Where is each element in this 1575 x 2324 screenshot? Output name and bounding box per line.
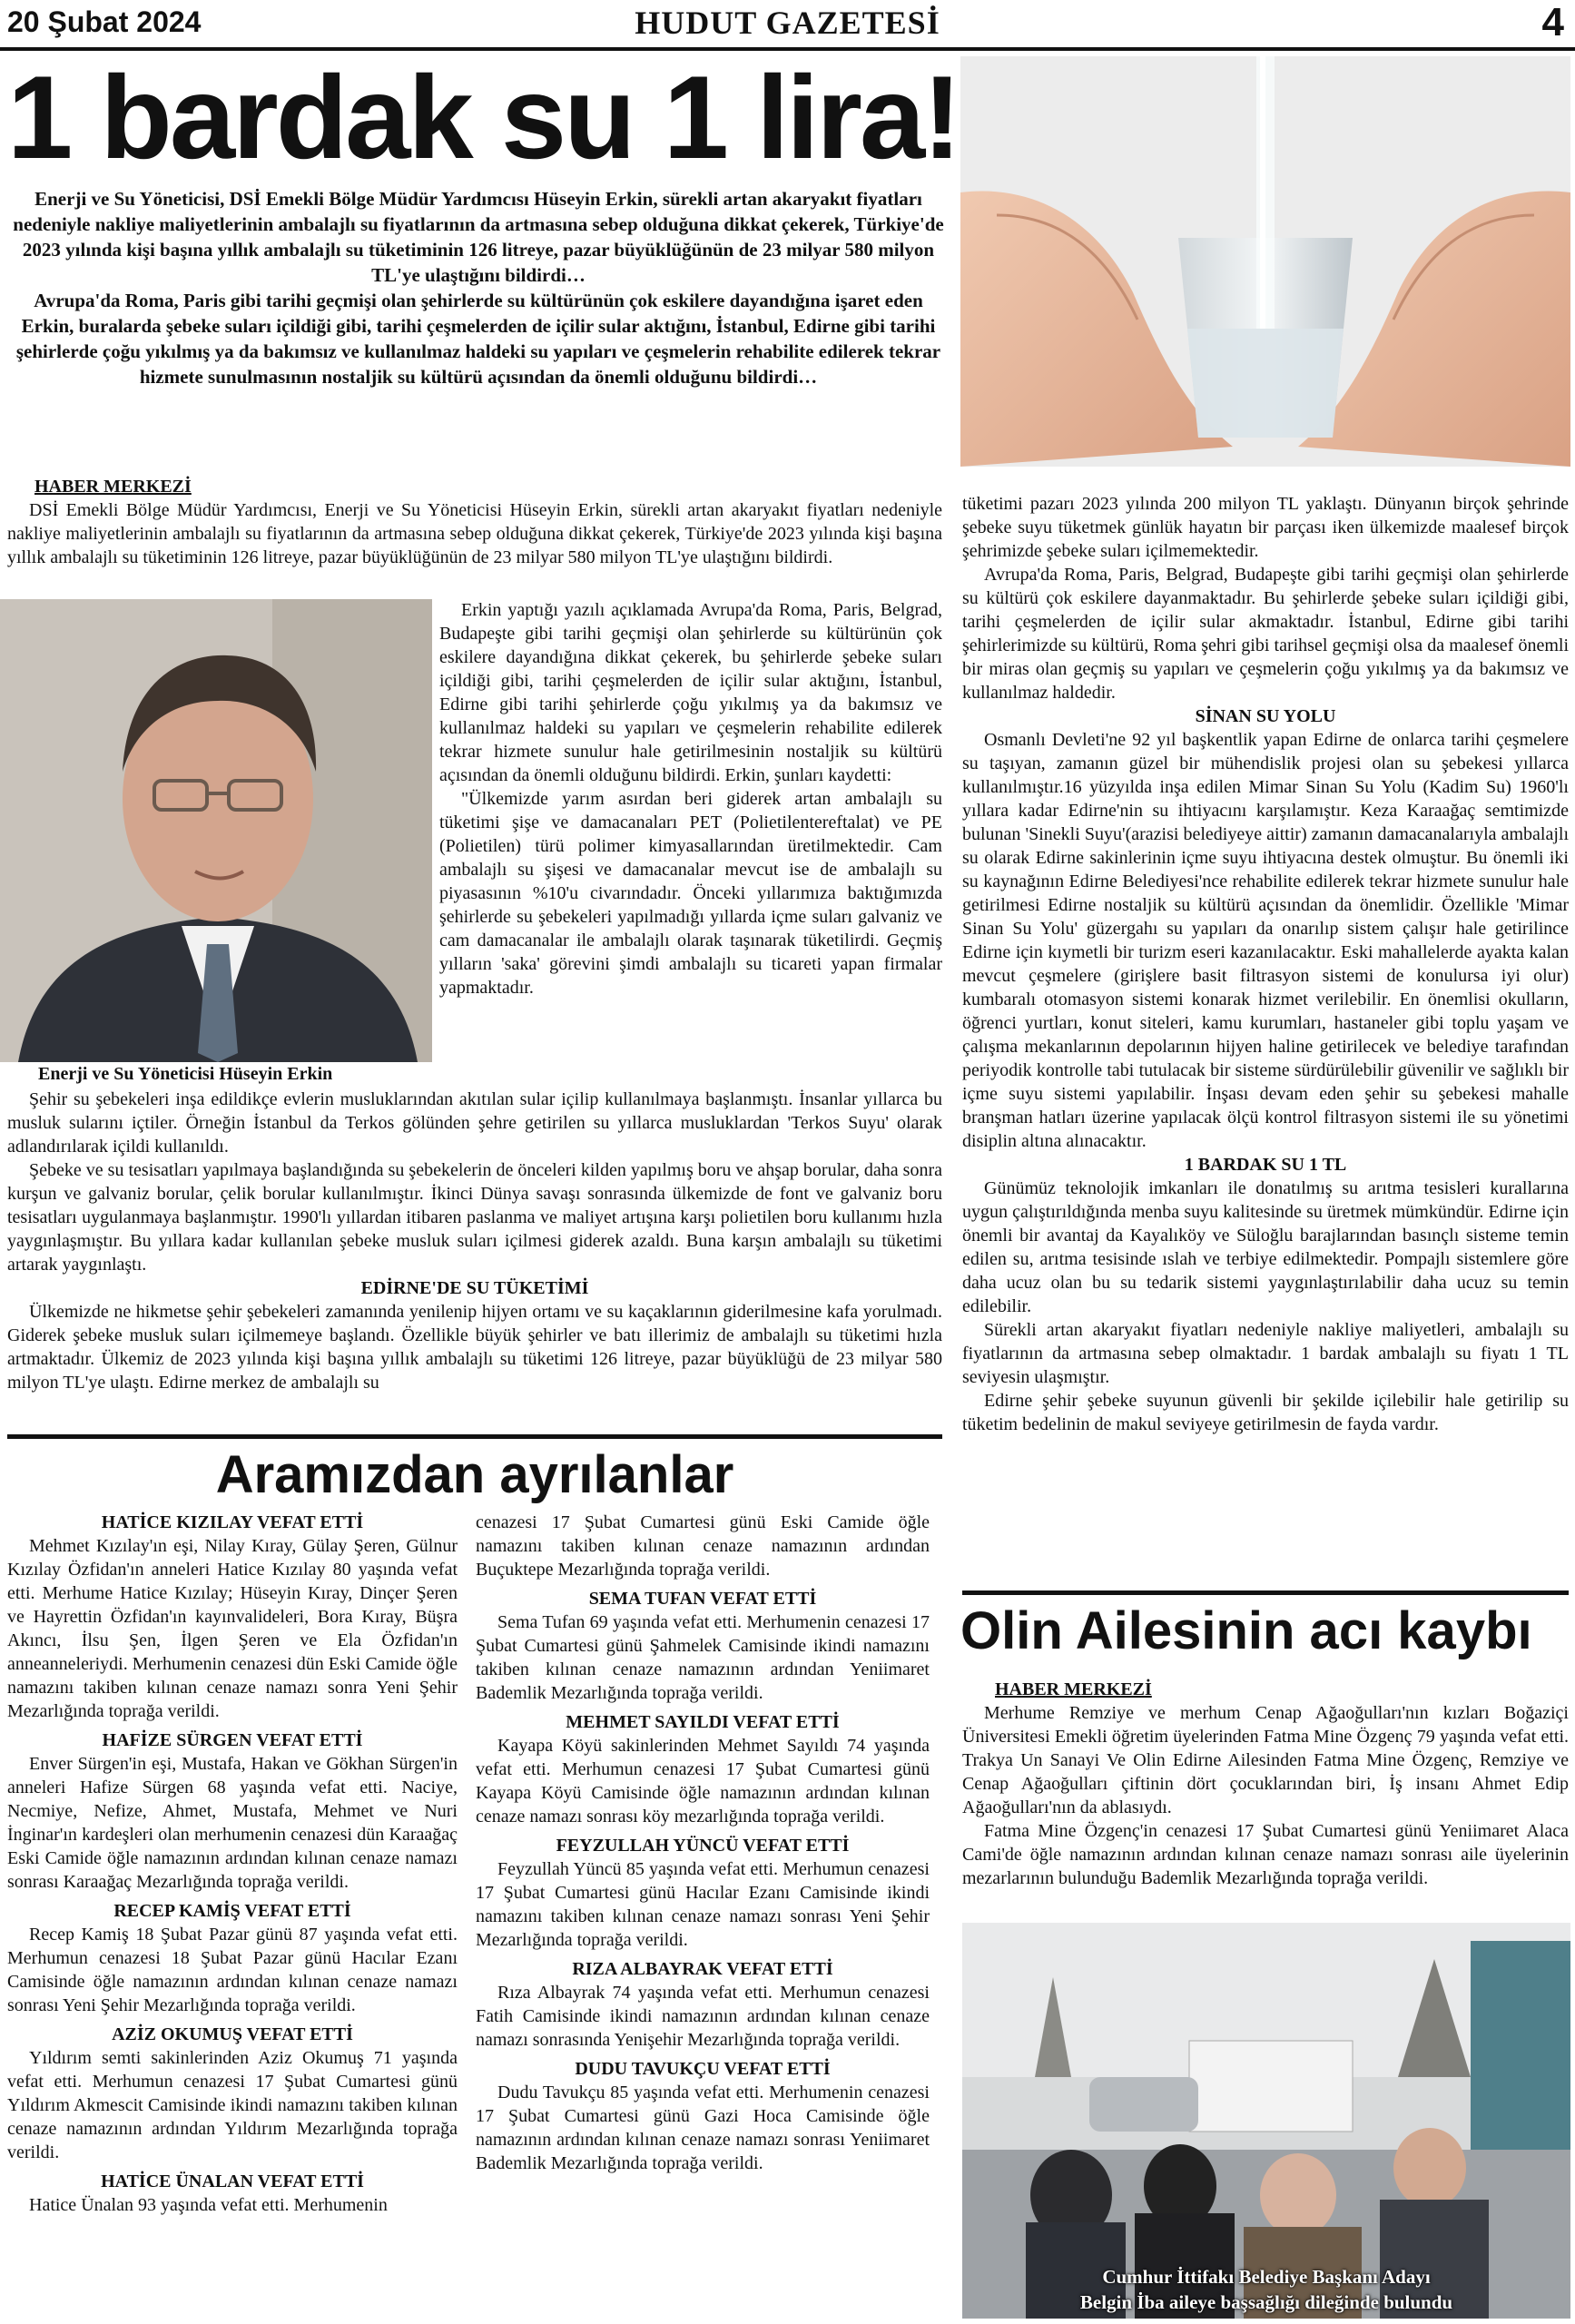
obituary-heading: DUDU TAVUKÇU VEFAT ETTİ [575, 2059, 831, 2079]
article-paragraph: DSİ Emekli Bölge Müdür Yardımcısı, Enerji ve Su Yöneticisi Hüseyin Erkin, sürekli artan akaryakıt fiyatları nedeniyle nakliye maliyetlerinin ambalajlı su fiyatlarının da artmasına sebep olduğuna dikkat çekerek, Türkiye'de 2023 yılında kişi başına yıllık ambalajlı su tüketiminin 126 litreye, pazar büyüklüğünün de 23 milyar 580 milyon TL'ye ulaştığını bildirdi. [7, 500, 942, 567]
obituary-text: Feyzullah Yüncü 85 yaşında vefat etti. Merhumun cenazesi 17 Şubat Cumartesi günü Hacılar Ezanı Camisinde ikindi namazını takiben kılınan cenaze namazı sonrası Yeni Şehir Mezarlığında toprağa verildi. [476, 1859, 930, 1950]
article-column-bottom [7, 1088, 942, 1394]
article-lead [11, 186, 946, 389]
article-column-right [962, 492, 1569, 1436]
byline: HABER MERKEZİ [34, 477, 192, 497]
obituary-text: Dudu Tavukçu 85 yaşında vefat etti. Merhumenin cenazesi 17 Şubat Cumartesi günü Gazi Hoca Camisinde öğle namazının ardından kılınan cenaze namazı sonrası Yeniimaret Bademlik Mezarlığında toprağa verildi. [476, 2083, 930, 2173]
byline: HABER MERKEZİ [995, 1679, 1152, 1699]
issue-date: 20 Şubat 2024 [7, 5, 202, 38]
article-paragraph: Şebeke ve su tesisatları yapılmaya başlandığında su şebekelerin de önceleri kilden yapılmış boru ve ahşap borular, daha sonra kurşun ve galvaniz borular, çelik borular kullanılmıştır. İkinci Dünya savaşı sonrasında ülkemizde de font ve galvaniz boru tesisatları uygulanmaya başlanmıştır. 1990'lı yıllardan itibaren paslanma ve maliyet artışına karşı polietilen boru kullanımı hızla yaygınlaşmıştır. Bu yıllara kadar kullanılan şebeke musluk suları içilmesi giderek azaldı. Buna karşın ambalajlı su tüketimi artarak yaygınlaştı. [7, 1160, 942, 1275]
section-subheading: SİNAN SU YOLU [1195, 706, 1336, 726]
article-paragraph: Merhume Remziye ve merhum Cenap Ağaoğulları'nın kızları Boğaziçi Üniversitesi Emekli öğretim üyelerinden Fatma Mine Özgenç 79 yaşında vefat etti. Trakya Un Sanayi Ve Olin Edirne Ailesinden Fatma Mine Özgenç, Remziye ve Cenap Ağaoğulları çiftinin dört çocuklarından biri, İş insanı Ahmet Edip Ağaoğulları'nın da ablasıydı. [962, 1703, 1569, 1817]
obituary-text: Rıza Albayrak 74 yaşında vefat etti. Merhumun cenazesi Fatih Camisinde ikindi namazının ardından kılınan cenaze namazı sonrasında Yenişehir Mezarlığında toprağa verildi. [476, 1983, 930, 2050]
obituaries-column-right [476, 1511, 930, 2175]
photo-caption-line-1: Cumhur İttifakı Belediye Başkanı Adayı [1102, 2266, 1431, 2288]
article-paragraph: Ülkemizde ne hikmetse şehir şebekeleri zamanında yenilenip hijyen ortamı ve su kaçaklarının giderilmesine kafa yorulmadı. Giderek şebeke musluk suları içilmemeye başlandı. Özellikle büyük şehirler ve batı illerimiz de ambalajlı su tüketimi hızla artmaktadır. Ülkemiz de 2023 yılında kişi başına yıllık ambalajlı su tüketimi 126 litreye, pazar büyüklüğü de 23 milyar 580 milyon TL'ye ulaştı. Edirne merkez de ambalajlı su [7, 1302, 942, 1393]
obituary-heading: RECEP KAMİŞ VEFAT ETTİ [113, 1901, 351, 1921]
lead-paragraph-1: Enerji ve Su Yöneticisi, DSİ Emekli Bölge Müdür Yardımcısı Hüseyin Erkin, sürekli artan akaryakıt fiyatları nedeniyle nakliye maliyetlerinin ambalajlı su fiyatlarının da artmasına sebep olduğuna dikkat çekerek, Türkiye'de 2023 yılında kişi başına yıllık ambalajlı su tüketiminin 126 litreye, pazar büyüklüğünün de 23 milyar 580 milyon TL'ye ulaştığını bildirdi… [13, 188, 944, 286]
photo-caption-line-2: Belgin İba aileye başsağlığı dileğinde bulundu [1079, 2291, 1453, 2313]
obituaries-title: Aramızdan ayrılanlar [215, 1445, 734, 1504]
lead-paragraph-2: Avrupa'da Roma, Paris gibi tarihi geçmişi olan şehirlerde su kültürünün çok eskilere dayandığına işaret eden Erkin, buralarda şebeke suları içildiği gibi, tarihi çeşmelerden de içilir sular aktığını, İstanbul, Edirne gibi tarihi şehirlerde çoğu yıkılmış ya da bakımsız ve kullanılmaz haldeki su yapıları ve çeşmelerin rehabilite edilerek tekrar hizmete sunulmasının nostaljik su kültürü açısından da önemli olduğunu bildirdi… [15, 290, 941, 388]
obituary-text: Yıldırım semti sakinlerinden Aziz Okumuş 71 yaşında vefat etti. Merhumun cenazesi 17 Şubat Cumartesi günü Yıldırım Akmescit Camisinde ikindi namazını takiben kılınan cenaze namazının ardından Yıldırım Mezarlığında toprağa verildi. [7, 2048, 458, 2162]
condolence-visit-photo [962, 1923, 1570, 2319]
obituary-text: cenazesi 17 Şubat Cumartesi günü Eski Camide öğle namazını takiben kılınan cenaze namazının ardından Buçuktepe Mezarlığında toprağa verildi. [476, 1512, 930, 1580]
obituary-heading: HATİCE KIZILAY VEFAT ETTİ [101, 1512, 364, 1532]
obituary-heading: HAFİZE SÜRGEN VEFAT ETTİ [102, 1730, 363, 1750]
section-subheading: EDİRNE'DE SU TÜKETİMİ [360, 1278, 589, 1298]
man-portrait-illustration [0, 599, 432, 1062]
article-column-middle [439, 598, 942, 1000]
main-headline: 1 bardak su 1 lira! [7, 51, 960, 183]
obituary-text: Hatice Ünalan 93 yaşında vefat etti. Merhumenin [29, 2195, 388, 2215]
article-paragraph: Günümüz teknolojik imkanları ile donatılmış su arıtma tesisleri kurallarına uygun çalıştırıldığında menba suyu kalitesinde su üretmek mümkündür. Edirne için önemli bir avantaj da Kayalıköy ve Süloğlu barajlarından basınçlı sisteme temin edilen su, arıtma tesisinde ıslah ve terbiye edilmektedir. Pompajlı sistemlere göre daha ucuz olan bu su tedarik sistemi yaygınlaştırılabilir daha ucuz su temin edilebilir. [962, 1178, 1569, 1316]
obituary-text: Mehmet Kızılay'ın eşi, Nilay Kıray, Gülay Şeren, Gülnur Kızılay Özfidan'ın anneleri Hatice Kızılay 80 yaşında vefat etti. Merhume Hatice Kızılay; Hüseyin Kıray, Dinçer Şeren ve Hayrettin Özfidan'ın kayınvalideleri, Bora Kıray, Büşra Akıncı, İlsu Şen, İlgen Şeren ve Ela Özfidan'ın anneanneleriydi. Merhumenin cenazesi dün Eski Camide öğle namazını takiben kılınan cenaze namazı sonra Yeni Şehir Mezarlığında toprağa verildi. [7, 1536, 458, 1721]
article-paragraph: Osmanlı Devleti'ne 92 yıl başkentlik yapan Edirne de onlarca tarihi çeşmelere su taşıyan, zamanın güzel bir mühendislik projesi olan su şebekesi yıllarca kullanılmıştır.16 yüzyılda inşa edilen Mimar Sinan Su Yolu (Kadim Su) 1960'lı yıllara kadar Edirne'nin su ihtiyacını karşılamıştır. Keza Karaağaç semtimizde bulunan 'Sinekli Suyu'(arazisi belediyeye aittir) zamanın damacanalarıyla ambalajlı su olarak Edirne sakinlerinin içme suyu ihtiyacına destek olmuştur. Bu önemli iki su kaynağının Edirne Belediyesi'nce rehabilite edilerek tekrar hizmete sunulur hale getirilmesi Edirne nostaljik su kültürü açısından da önemlidir. Özellikle 'Mimar Sinan Su Yolu' güzergahı su yapıları da onarılıp sistem çalışır hale getirilince Edirne için kıymetli bir turizm eseri kazanılacaktır. Eski mahallelerde ayakta kalan mevcut çeşmelere (girişlere basit filtrasyon sistemi de konulursa iyi olur) kumbaralı otomasyon sistemi konarak hizmet verilebilir. En önemlisi okulların, öğrenci yurtları, konut siteleri, kamu kurumları, hastaneler gibi toplu yaşam ve çalışma mekanlarının depolarının hijyen haline getirilecek ve belediye tarafından periyodik kontrolle tabi tutulacak bir sisteme sürdürülebilir güvenilir ve sağlıklı bir içme suyu sistemi yapılabilir. İnşası devam eden şehir su şebekesi mahalle branşman hatları üzerine yapılacak ölçü kontrol filtrasyon sistemi ile su yönetimi disiplin altına alınacaktır. [962, 730, 1569, 1151]
obituary-heading: RIZA ALBAYRAK VEFAT ETTİ [572, 1959, 833, 1979]
page-number: 4 [1541, 0, 1564, 44]
obituary-heading: HATİCE ÜNALAN VEFAT ETTİ [101, 2171, 364, 2191]
section-divider [7, 1434, 942, 1439]
article-paragraph: Avrupa'da Roma, Paris, Belgrad, Budapeşte gibi tarihi geçmişi olan şehirlerde su kültürü çok eskilere dayanmaktadır. Bu şehirlerde şebeke suları içildiği gibi, tarihi çeşmelerden de içilir sular akmaktadır. İstanbul, Edirne gibi tarihi şehirlerimizde su kültürü, Roma şehri gibi tarihsel geçmişi olsa da maalesef önemli bir miras olan geçmiş su yapıları ve çeşmelerin çoğu yıkılmış ya da bakımsız ve kullanılmaz haldedir. [962, 565, 1569, 703]
photo-caption [962, 2264, 1570, 2319]
article-paragraph: Edirne şehir şebeke suyunun güvenli bir şekilde içilebilir hale getirilip su tüketim bedelinin de makul seviyeye getirilmesin de fayda vardır. [962, 1391, 1569, 1434]
section-subheading: 1 BARDAK SU 1 TL [1184, 1155, 1347, 1175]
article-paragraph: Sürekli artan akaryakıt fiyatları nedeniyle nakliye maliyetleri, ambalajlı su fiyatlarının da artmasına sebep olmaktadır. 1 bardak ambalajlı su fiyatı 1 TL seviyesin ulaşmıştır. [962, 1320, 1569, 1387]
obituary-text: Sema Tufan 69 yaşında vefat etti. Merhumenin cenazesi 17 Şubat Cumartesi günü Şahmelek Camisinde ikindi namazını takiben kılınan cenaze namazının ardından Yeniimaret Bademlik Mezarlığında toprağa verildi. [476, 1612, 930, 1703]
obituary-heading: FEYZULLAH YÜNCÜ VEFAT ETTİ [556, 1836, 850, 1856]
article-paragraph: "Ülkemizde yarım asırdan beri giderek artan ambalajlı su tüketimi şişe ve damacanaları PET (Polietilentereftalat) ve PE (Polietilen) türü polimer kimyasallarından üretilmektedir. Cam ambalajlı su şişesi ve damacanalar mevcut ise de ambalajlı su piyasasının %10'u civarındadır. Önceki yıllarımıza baktığımızda şehirlerde su şebekeleri yapılmadığı yıllarda içme suları galvaniz ve cam damacanalar ile ambalajlı olarak taşınarak tüketilirdi. Geçmiş yılların 'saka' görevini şimdi ambalajlı su ticareti yapan firmalar yapmaktadır. [439, 789, 942, 998]
obituary-text: Kayapa Köyü sakinlerinden Mehmet Sayıldı 74 yaşında vefat etti. Merhumun cenazesi 17 Şubat Cumartesi günü Kayapa Köyü Camisinde öğle namazının ardından kılınan cenaze namazı sonrası köy mezarlığında toprağa verildi. [476, 1736, 930, 1827]
obituaries-column-left [7, 1511, 458, 2217]
obituary-heading: SEMA TUFAN VEFAT ETTİ [588, 1589, 817, 1609]
obituary-heading: MEHMET SAYILDI VEFAT ETTİ [566, 1712, 840, 1732]
article-paragraph: Şehir su şebekeleri inşa edildikçe evlerin musluklarından akıtılan sular içilip kullanılmaya başlanmıştı. İnsanlar yıllarca bu musluk sularını içtiler. Örneğin İstanbul da Terkos gölünden şehre getirilen su yıllarca musluklardan 'Terkos Suyu' olarak adlandırılarak içildi kullanıldı. [7, 1089, 942, 1157]
article-paragraph: tüketimi pazarı 2023 yılında 200 milyon TL yaklaştı. Dünyanın birçok şehrinde şebeke suyu tüketmek günlük hayatın bir parçası iken ülkemizde maalesef birçok şehrimizde şebeke suları içilmemektedir. [962, 494, 1569, 561]
portrait-photo [0, 599, 432, 1062]
article-intro [7, 475, 942, 569]
section-divider [962, 1590, 1569, 1595]
obituary-heading: AZİZ OKUMUŞ VEFAT ETTİ [112, 2024, 353, 2044]
obituary-text: Enver Sürgen'in eşi, Mustafa, Hakan ve Gökhan Sürgen'in anneleri Hafize Sürgen 68 yaşında vefat etti. Naciye, Necmiye, Nefize, Ahmet, Mustafa, Mehmet ve Nuri İnginar'ın kardeşleri olan merhumenin cenazesi dün Karaağaç Eski Camide öğle namazının ardından kılınan cenaze namazı sonrası Karaağaç Mezarlığında toprağa verildi. [7, 1754, 458, 1892]
article-paragraph: Erkin yaptığı yazılı açıklamada Avrupa'da Roma, Paris, Belgrad, Budapeşte gibi tarihi geçmişi olan şehirlerde su kültürünün çok eskilere dayandığına dikkat çekerek, bu şehirlerde şebeke suları içildiği gibi, tarihi çeşmelerden de içilir sular aktığını, İstanbul, Edirne gibi tarihi şehirlerde çoğu yıkılmış ya da bakımsız ve kullanılmaz haldeki su yapıları ve çeşmelerin rehabilite edilerek tekrar hizmete sunulur hale getirilmesinin nostaljik su kültürü açısından da önemli olduğunu bildirdi. Erkin, şunları kaydetti: [439, 600, 942, 785]
article-paragraph: Fatma Mine Özgenç'in cenazesi 17 Şubat Cumartesi günü Yeniimaret Alaca Cami'de öğle namazının ardından kılınan cenaze namazı sonrası aile üyelerinin mezarlarının bulunduğu Bademlik Mezarlığında toprağa verildi. [962, 1821, 1569, 1888]
portrait-caption: Enerji ve Su Yöneticisi Hüseyin Erkin [38, 1064, 333, 1084]
obituary-text: Recep Kamiş 18 Şubat Pazar günü 87 yaşında vefat etti. Merhumun cenazesi 18 Şubat Pazar günü Hacılar Ezanı Camisinde öğle namazının ardından kılınan cenaze namazı sonrası Yeni Şehir Mezarlığında toprağa verildi. [7, 1925, 458, 2015]
street-scene-illustration [962, 1923, 1570, 2319]
hands-glass-illustration [960, 56, 1570, 467]
olin-article-body [962, 1678, 1569, 1890]
newspaper-name: HUDUT GAZETESİ [635, 5, 940, 41]
water-glass-photo [960, 56, 1570, 467]
olin-article-title: Olin Ailesinin acı kaybı [960, 1601, 1532, 1660]
masthead [0, 0, 1575, 51]
